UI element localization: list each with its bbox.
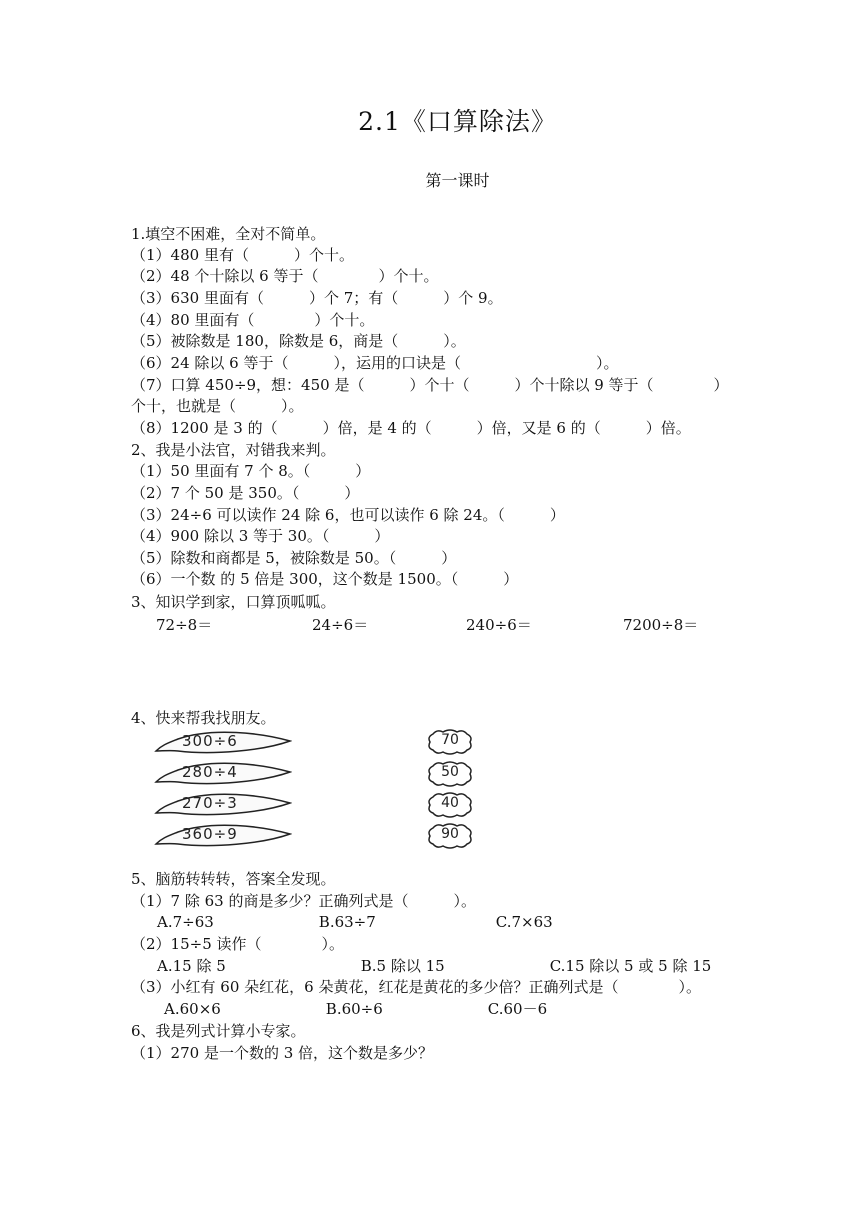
q6-heading: 6、我是列式计算小专家。 — [131, 1022, 306, 1040]
q2-item: （5）除数和商都是 5，被除数是 50。（ ） — [131, 549, 457, 567]
flower-card[interactable] — [425, 822, 475, 850]
leaf-expression: 280÷4 — [182, 763, 238, 781]
flower-card[interactable] — [425, 760, 475, 788]
q2-item: （6）一个数 的 5 倍是 300，这个数是 1500。（ ） — [131, 570, 519, 588]
q1-item: （7）口算 450÷9，想：450 是（ ）个十（ ）个十除以 9 等于（ ） — [131, 376, 729, 394]
q1-item: （1）480 里有（ ）个十。 — [131, 246, 354, 264]
leaf-expression: 270÷3 — [182, 794, 238, 812]
q6-item: （1）270 是一个数的 3 倍，这个数是多少？ — [131, 1044, 434, 1062]
q2-item: （1）50 里面有 7 个 8。（ ） — [131, 462, 371, 480]
leaf-card[interactable] — [152, 822, 292, 848]
flower-number: 70 — [441, 732, 459, 748]
leaf-card[interactable] — [152, 760, 292, 786]
q1-item: （6）24 除以 6 等于（ ），运用的口诀是（ ）。 — [131, 354, 619, 372]
q1-item: （4）80 里面有（ ）个十。 — [131, 311, 375, 329]
q5-item: （3）小红有 60 朵红花，6 朵黄花，红花是黄花的多少倍？正确列式是（ ）。 — [131, 978, 701, 996]
q1-item: （8）1200 是 3 的（ ）倍，是 4 的（ ）倍，又是 6 的（ ）倍。 — [131, 419, 691, 437]
flower-number: 40 — [441, 795, 459, 811]
leaf-card[interactable] — [152, 729, 292, 755]
page-title: 2.1《口算除法》 — [358, 107, 557, 136]
q5-options: A.15 除 5 B.5 除以 15 C.15 除以 5 或 5 除 15 — [157, 957, 712, 975]
q1-item: （5）被除数是 180，除数是 6，商是（ ）。 — [131, 332, 466, 350]
page-subtitle: 第一课时 — [425, 171, 490, 190]
q2-item: （4）900 除以 3 等于 30。（ ） — [131, 527, 390, 545]
q5-options: A.60×6 B.60÷6 C.60－6 — [164, 1000, 548, 1018]
flower-card[interactable] — [425, 791, 475, 819]
calc-problem: 72÷8＝ — [156, 616, 213, 634]
flower-card[interactable] — [425, 728, 475, 756]
flower-number: 50 — [441, 764, 459, 780]
q5-heading: 5、脑筋转转转，答案全发现。 — [131, 870, 336, 888]
calc-problem: 7200÷8＝ — [623, 616, 699, 634]
q4-heading: 4、快来帮我找朋友。 — [131, 709, 276, 727]
q1-heading: 1.填空不困难，全对不简单。 — [131, 225, 326, 243]
leaf-card[interactable] — [152, 791, 292, 817]
flower-number: 90 — [441, 826, 459, 842]
q5-options: A.7÷63 B.63÷7 C.7×63 — [157, 913, 553, 931]
calc-problem: 24÷6＝ — [312, 616, 369, 634]
leaf-expression: 360÷9 — [182, 825, 238, 843]
q1-item-continued: 个十，也就是（ ）。 — [131, 397, 304, 415]
q2-heading: 2、我是小法官，对错我来判。 — [131, 441, 336, 459]
q2-item: （2）7 个 50 是 350。（ ） — [131, 484, 360, 502]
leaf-expression: 300÷6 — [182, 732, 238, 750]
q5-item: （1）7 除 63 的商是多少？正确列式是（ ）。 — [131, 892, 476, 910]
calc-problem: 240÷6＝ — [466, 616, 532, 634]
q1-item: （2）48 个十除以 6 等于（ ）个十。 — [131, 267, 439, 285]
q2-item: （3）24÷6 可以读作 24 除 6，也可以读作 6 除 24。（ ） — [131, 506, 565, 524]
q1-item: （3）630 里面有（ ）个 7；有（ ）个 9。 — [131, 289, 503, 307]
q3-heading: 3、知识学到家，口算顶呱呱。 — [131, 593, 336, 611]
q5-item: （2）15÷5 读作（ ）。 — [131, 935, 345, 953]
